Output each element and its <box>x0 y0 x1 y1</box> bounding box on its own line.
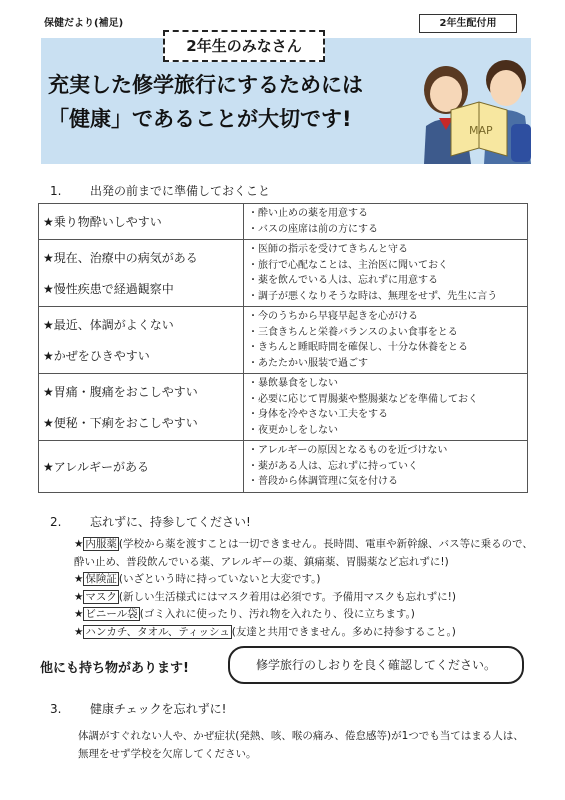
advice-cell <box>244 307 528 374</box>
item-note: (学校から薬を渡すことは一切できません。長時間、電車や新幹線、バス等に乗るので、酔い止め、普段飲んでいる薬、アレルギーの薬、鎮痛薬、胃腸薬など忘れずに!) <box>74 538 533 568</box>
list-item <box>74 606 534 624</box>
item-name: 内服薬 <box>85 538 117 550</box>
star-icon: ★ <box>74 608 84 620</box>
advice-item: ・旅行で心配なことは、主治医に聞いておく <box>248 259 448 271</box>
advice-item: ・身体を冷やさない工夫をする <box>248 409 388 420</box>
advice-cell <box>244 441 528 493</box>
table-row <box>39 307 528 374</box>
headline-line-1: 充実した修学旅行にするためには <box>48 73 363 97</box>
newsletter-tag: 保健だより(補足) <box>44 18 124 29</box>
headline-line-2: 「健康」であることが大切です! <box>48 107 352 131</box>
advice-item: ・医師の指示を受けてきちんと守る <box>248 244 408 255</box>
section-3-title: 3. 健康チェックを忘れずに! <box>50 702 227 716</box>
advice-item: ・暴飲暴食をしない <box>248 378 338 389</box>
advice-item: ・バスの座席は前の方にする <box>248 223 378 235</box>
list-item <box>74 536 534 571</box>
condition-cell <box>39 441 244 493</box>
condition-label: ★アレルギーがある <box>43 459 149 474</box>
advice-item: ・夜更かしをしない <box>248 424 338 436</box>
item-name: 保険証 <box>85 573 117 585</box>
more-items-heading: 他にも持ち物があります! <box>40 661 189 676</box>
advice-item: ・三食きちんと栄養バランスのよい食事をとる <box>248 326 458 338</box>
advice-item: ・きちんと睡眠時間を確保し、十分な休養をとる <box>248 342 468 353</box>
advice-cell <box>244 204 528 240</box>
section-2-title: 2. 忘れずに、持参してください! <box>50 515 251 529</box>
condition-label: ★乗り物酔いしやすい <box>43 215 162 229</box>
advice-cell <box>244 374 528 441</box>
advice-item: ・薬を飲んでいる人は、忘れずに用意する <box>248 275 438 286</box>
advice-item: ・調子が悪くなりそうな時は、無理をせず、先生に言う <box>248 290 498 302</box>
advice-item: ・酔い止めの薬を用意する <box>248 208 368 219</box>
list-item <box>74 589 534 607</box>
condition-label: ★最近、体調がよくない <box>43 317 174 332</box>
condition-cell <box>39 374 244 441</box>
condition-cell <box>39 204 244 240</box>
table-row <box>39 240 528 307</box>
guidebook-callout: 修学旅行のしおりを良く確認してください。 <box>228 646 524 684</box>
item-note: (ゴミ入れに使ったり、汚れ物を入れたり、役に立ちます。) <box>139 608 415 620</box>
distribution-label: 2年生配付用 <box>419 14 517 33</box>
list-item <box>74 571 534 589</box>
condition-label: ★現在、治療中の病気がある <box>43 250 198 265</box>
star-icon: ★ <box>74 573 84 585</box>
condition-label: ★かぜをひきやすい <box>43 349 150 364</box>
advice-cell <box>244 240 528 307</box>
condition-label: ★便秘・下痢をおこしやすい <box>43 416 198 431</box>
condition-cell <box>39 307 244 374</box>
advice-item: ・必要に応じて胃腸薬や整腸薬などを準備しておく <box>248 393 478 405</box>
condition-label: ★慢性疾患で経過観察中 <box>43 282 174 297</box>
table-row <box>39 441 528 493</box>
condition-cell <box>39 240 244 307</box>
svg-text:MAP: MAP <box>469 124 493 137</box>
page-title <box>48 68 363 136</box>
table-row <box>39 204 528 240</box>
advice-item: ・あたたかい服装で過ごす <box>248 357 368 369</box>
advice-item: ・アレルギーの原因となるものを近づけない <box>248 445 448 456</box>
item-note: (いざという時に持っていないと大変です。) <box>118 573 321 585</box>
item-note: (友達と共用できません。多めに持参すること。) <box>231 625 456 638</box>
item-note: (新しい生活様式にはマスク着用は必須です。予備用マスクも忘れずに!) <box>118 590 456 603</box>
advice-item: ・今のうちから早寝早起きを心がける <box>248 311 418 322</box>
health-check-text: 体調がすぐれない人や、かぜ症状(発熱、咳、喉の痛み、倦怠感等)が1つでも当てはまる人は、無理をせず学校を欠席してください。 <box>78 730 524 760</box>
star-icon: ★ <box>74 590 84 603</box>
star-icon: ★ <box>74 538 84 550</box>
item-name: ハンカチ、タオル、ティッシュ <box>85 625 230 638</box>
map-icon <box>451 102 507 156</box>
advice-item: ・普段から体調管理に気を付ける <box>248 476 398 487</box>
item-name: マスク <box>85 590 117 603</box>
star-icon: ★ <box>74 625 84 638</box>
list-item <box>74 624 534 642</box>
grade-greeting: 2年生のみなさん <box>163 30 325 62</box>
condition-label: ★胃痛・腹痛をおこしやすい <box>43 384 198 399</box>
preparation-table <box>38 203 528 493</box>
table-row <box>39 374 528 441</box>
section-1-title: 1. 出発の前までに準備しておくこと <box>50 184 271 198</box>
belongings-list <box>74 536 534 641</box>
advice-item: ・薬がある人は、忘れずに持っていく <box>248 460 418 472</box>
item-name: ビニール袋 <box>85 608 138 620</box>
